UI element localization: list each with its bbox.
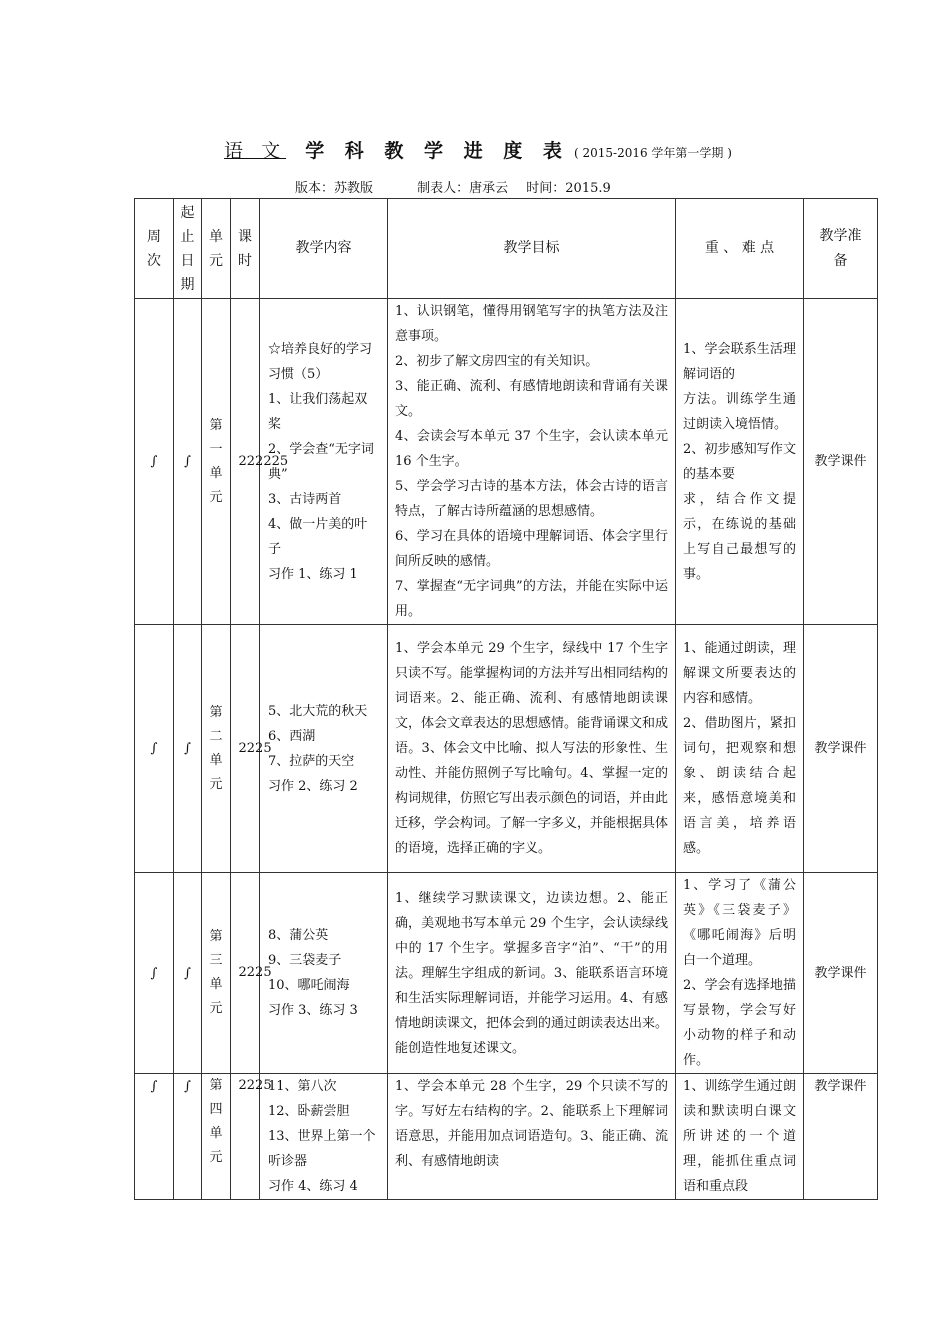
- week-cell: ∫: [135, 1074, 174, 1200]
- lesson-cell: 2225: [231, 625, 260, 873]
- header-goals: 教学目标: [388, 199, 676, 299]
- week-cell: ∫: [135, 625, 174, 873]
- header-keys: 重 、 难 点: [676, 199, 804, 299]
- table-header-row: [135, 199, 878, 299]
- header-date: 起止日期: [174, 199, 202, 299]
- goals-cell: 1、认识钢笔，懂得用钢笔写字的执笔方法及注意事项。 2、初步了解文房四宝的有关知识。 3、能正确、流利、有感情地朗读和背诵有关课文。 4、会读会写本单元 37 个生字，会认读本单元 16 个生字。 5、学会学习古诗的基本方法，体会古诗的语言特点，了解古诗所蕴涵的思想感情。 6、学习在具体的语境中理解词语、体会字里行间所反映的感情。 7、掌握查“无字词典”的方法，并能在实际中运用。: [388, 299, 676, 625]
- week-cell: ∫: [135, 299, 174, 625]
- keys-cell: 1、学习了《蒲公英》《三袋麦子》《哪吒闹海》后明白一个道理。 2、学会有选择地描写景物，学会写好小动物的样子和动作。: [676, 873, 804, 1074]
- lesson-cell: 222225: [231, 299, 260, 625]
- prep-cell: 教学课件: [804, 1074, 878, 1200]
- goals-cell: 1、学会本单元 28 个生字，29 个只读不写的字。写好左右结构的字。2、能联系上下理解词语意思，并能用加点词语造句。3、能正确、流利、有感情地朗读: [388, 1074, 676, 1200]
- goals-cell: 1、继续学习默读课文，边读边想。2、能正确，美观地书写本单元 29 个生字，会认读绿线中的 17 个生字。掌握多音字“泊”、“干”的用法。理解生字组成的新词。3、能联系语言环境和生活实际理解词语，并能学习运用。4、有感情地朗读课文，把体会到的通过朗读表达出来。能创造性地复述课文。: [388, 873, 676, 1074]
- header-week: 周次: [135, 199, 174, 299]
- unit-cell: 第一单元: [202, 299, 231, 625]
- table-row: [135, 299, 878, 625]
- date-cell: ∫: [174, 299, 202, 625]
- author-label: 制表人：唐承云: [417, 181, 509, 196]
- document-meta: [295, 177, 611, 196]
- term-label: ( 2015-2016 学年第一学期 ): [573, 146, 732, 160]
- header-content: 教学内容: [260, 199, 388, 299]
- content-cell: 8、蒲公英 9、三袋麦子 10、哪吒闹海 习作 3、练习 3: [260, 873, 388, 1074]
- keys-cell: 1、训练学生通过朗读和默读明白课文所讲述的一个道理，能抓住重点词语和重点段: [676, 1074, 804, 1200]
- header-lessons: 课时: [231, 199, 260, 299]
- prep-cell: 教学课件: [804, 625, 878, 873]
- unit-cell: 第四单元: [202, 1074, 231, 1200]
- table-row: [135, 625, 878, 873]
- header-unit: 单元: [202, 199, 231, 299]
- prep-cell: 教学课件: [804, 299, 878, 625]
- table-row: [135, 1074, 878, 1200]
- week-cell: ∫: [135, 873, 174, 1074]
- date-cell: ∫: [174, 625, 202, 873]
- unit-cell: 第三单元: [202, 873, 231, 1074]
- content-cell: ☆培养良好的学习习惯（5） 1、让我们荡起双桨 2、学会查“无字词典” 3、古诗两首 4、做一片美的叶子 习作 1、练习 1: [260, 299, 388, 625]
- date-cell: ∫: [174, 1074, 202, 1200]
- page-title: [0, 136, 950, 163]
- header-prep: 教学准备: [804, 199, 878, 299]
- content-cell: 5、北大荒的秋天 6、西湖 7、拉萨的天空 习作 2、练习 2: [260, 625, 388, 873]
- content-cell: 11、第八次 12、卧薪尝胆 13、世界上第一个听诊器 习作 4、练习 4: [260, 1074, 388, 1200]
- goals-cell: 1、学会本单元 29 个生字，绿线中 17 个生字只读不写。能掌握构词的方法并写出相同结构的词语来。2、能正确、流利、有感情地朗读课文，体会文章表达的思想感情。能背诵课文和成语。3、体会文中比喻、拟人写法的形象性、生动性、并能仿照例子写比喻句。4、掌握一定的构词规律，仿照它写出表示颜色的词语，并由此迁移，学会构词。了解一字多义，并能根据具体的语境，选择正确的字义。: [388, 625, 676, 873]
- prep-cell: 教学课件: [804, 873, 878, 1074]
- keys-cell: 1、学会联系生活理解词语的 方法。训练学生通过朗读入境悟情。 2、初步感知写作文的基本要 求，结合作文提示，在练说的基础上写自己最想写的事。: [676, 299, 804, 625]
- lesson-cell: 2225: [231, 873, 260, 1074]
- table-title: 学 科 教 学 进 度 表: [305, 140, 569, 162]
- schedule-table: [134, 198, 878, 1200]
- table-row: [135, 873, 878, 1074]
- keys-cell: 1、能通过朗读，理解课文所要表达的内容和感情。 2、借助图片，紧扣词句，把观察和想象、朗读结合起来，感悟意境美和语言美，培养语感。: [676, 625, 804, 873]
- date-cell: ∫: [174, 873, 202, 1074]
- lesson-cell: 2225: [231, 1074, 260, 1200]
- unit-cell: 第二单元: [202, 625, 231, 873]
- edition-label: 版本：苏教版: [295, 181, 374, 196]
- time-label: 时间：2015.9: [526, 181, 611, 196]
- subject-label: 语 文: [224, 140, 287, 162]
